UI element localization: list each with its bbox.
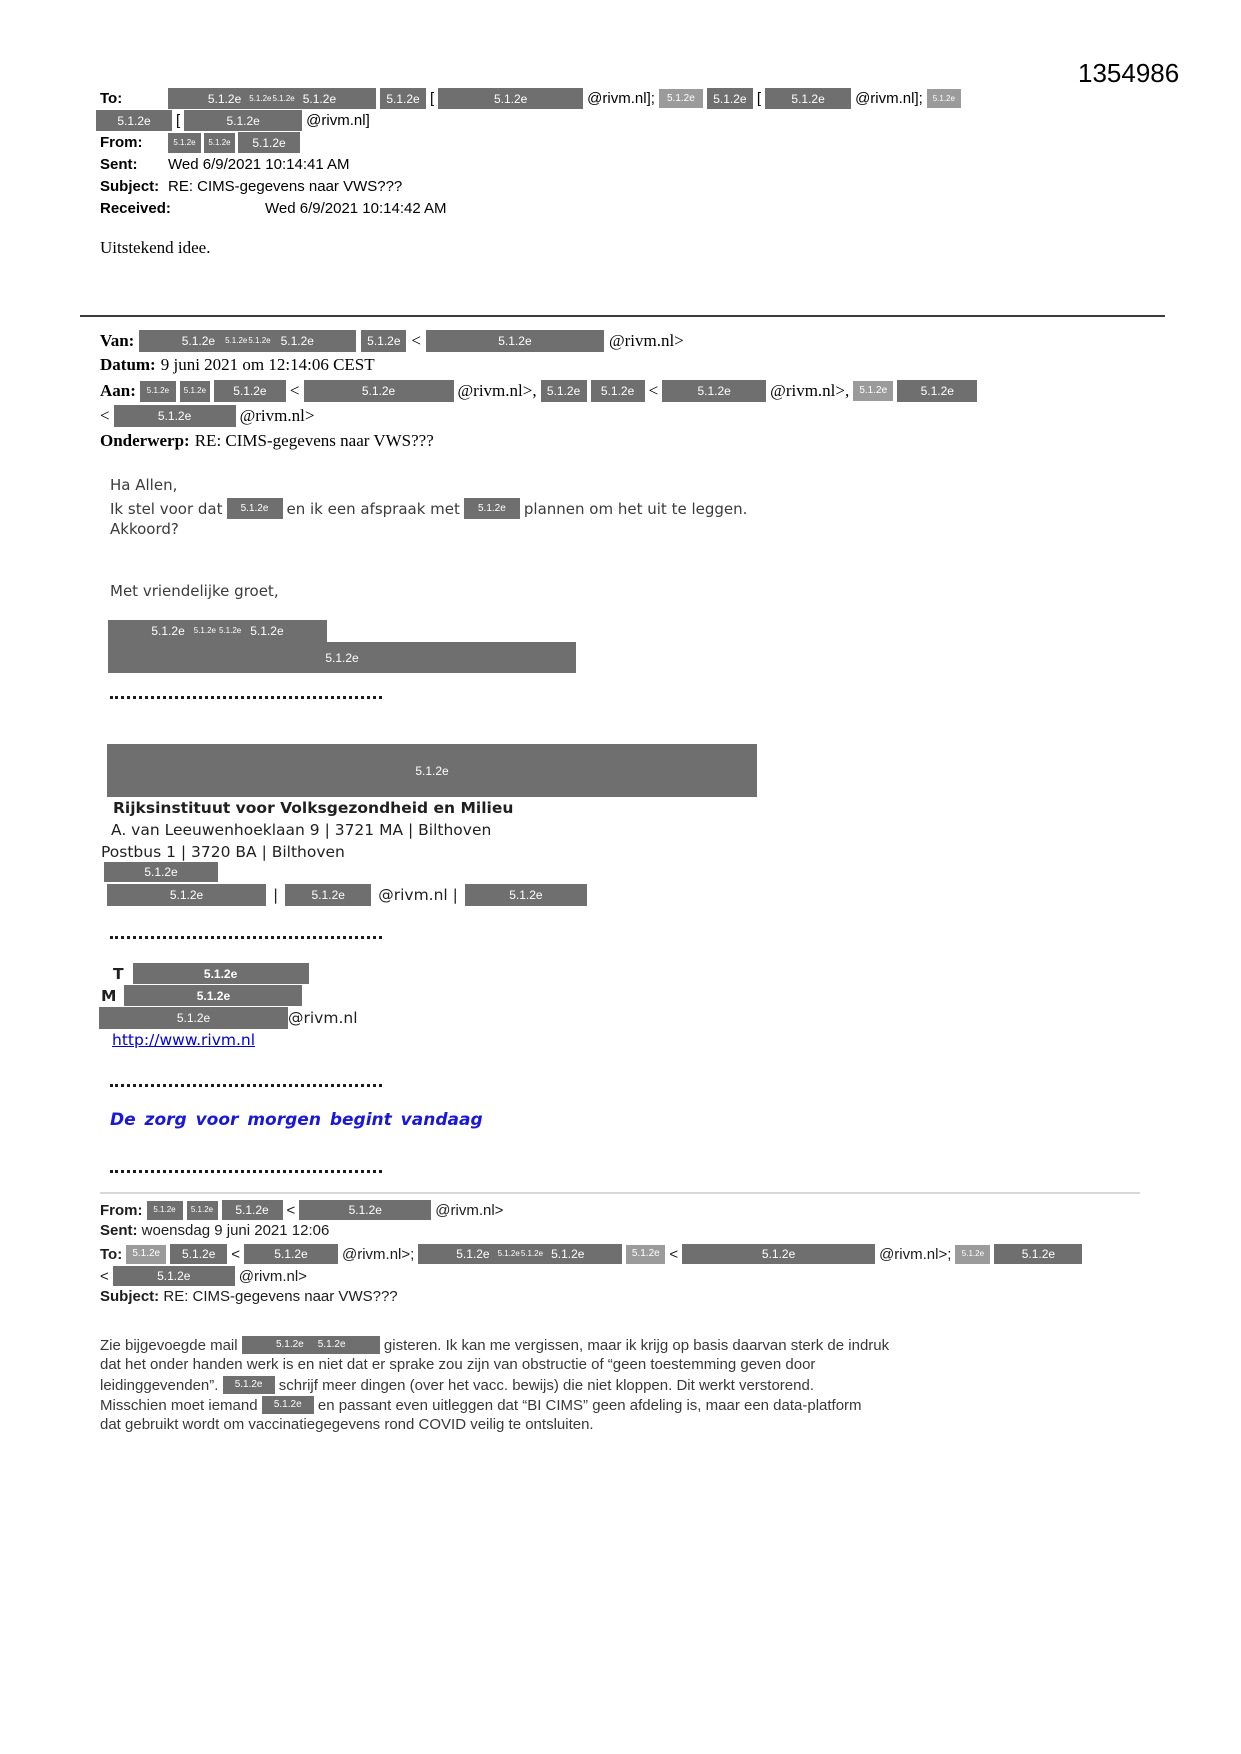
redaction-box: 5.1.2e 5.1.2e	[242, 1336, 380, 1354]
van-line	[100, 330, 684, 352]
email-domain: @rivm.nl>	[608, 331, 684, 350]
org-name: Rijksinstituut voor Volksgezondheid en Milieu	[113, 799, 514, 817]
redaction-box: 5.1.2e	[682, 1244, 875, 1264]
signature-contact-row	[107, 884, 587, 906]
onderwerp-value: RE: CIMS-gegevens naar VWS???	[194, 431, 434, 450]
email-domain: @rivm.nl];	[855, 90, 923, 107]
subject-value: RE: CIMS-gegevens naar VWS???	[168, 178, 403, 195]
received-value: Wed 6/9/2021 10:14:42 AM	[265, 200, 447, 217]
redaction-box: 5.1.2e	[184, 110, 302, 131]
email-domain: @rivm.nl>	[238, 1267, 307, 1285]
redaction-box: 5.1.2e 5.1.2e 5.1.2e 5.1.2e	[108, 620, 327, 642]
redaction-box: 5.1.2e	[107, 744, 757, 797]
para-line-5	[100, 1416, 594, 1433]
sent-label: Sent:	[100, 156, 138, 173]
signature-dept-row	[104, 862, 218, 882]
body-text: Zie bijgevoegde mail	[100, 1336, 242, 1354]
dotted-separator	[110, 1170, 382, 1173]
to-line-1	[168, 88, 961, 109]
redaction-box: 5.1.2e	[227, 498, 283, 519]
redaction-box: 5.1.2e	[262, 1396, 314, 1414]
aan-line-1	[100, 380, 977, 402]
lt: <	[286, 1201, 296, 1219]
redaction-box: 5.1.2e	[214, 380, 286, 402]
m-label: M	[101, 986, 117, 1005]
redaction-box: 5.1.2e	[707, 88, 753, 109]
from-line	[168, 132, 300, 153]
email-domain: @rivm.nl>,	[457, 381, 537, 400]
email-row	[99, 1007, 358, 1029]
redaction-box: 5.1.2e	[626, 1245, 665, 1264]
bracket: [	[756, 90, 762, 107]
redaction-box: 5.1.2e 5.1.2e 5.1.2e 5.1.2e	[418, 1244, 622, 1264]
redaction-box: 5.1.2e	[222, 1200, 283, 1220]
dotted-separator	[110, 1084, 382, 1087]
mobile-row	[101, 985, 302, 1006]
lt: <	[411, 331, 421, 350]
redaction-box: 5.1.2e	[223, 1376, 275, 1394]
subject-value: RE: CIMS-gegevens naar VWS???	[159, 1288, 398, 1305]
email-domain: @rivm.nl>	[239, 406, 315, 425]
redaction-box: 5.1.2e	[380, 88, 426, 109]
redaction-box: 5.1.2e	[465, 884, 587, 906]
redaction-box: 5.1.2e	[107, 884, 266, 906]
quoted-from-line	[100, 1200, 503, 1220]
redaction-box: 5.1.2e	[955, 1245, 990, 1264]
quoted-sent-line	[100, 1222, 329, 1239]
redaction-box: 5.1.2e	[124, 985, 302, 1006]
redaction-box: 5.1.2e	[897, 380, 977, 402]
para-line-1	[100, 1336, 889, 1354]
org-address: A. van Leeuwenhoeklaan 9 | 3721 MA | Bilthoven	[111, 821, 492, 839]
salutation: Ha Allen,	[110, 476, 178, 494]
aan-label: Aan:	[100, 381, 136, 400]
redaction-box: 5.1.2e	[994, 1244, 1082, 1264]
lt: <	[669, 1245, 679, 1263]
van-label: Van:	[100, 331, 135, 350]
quoted-subject-line	[100, 1288, 398, 1305]
onderwerp-line	[100, 431, 434, 451]
redaction-box: 5.1.2e	[361, 330, 406, 352]
body-line	[110, 498, 747, 519]
body-text: en passant even uitleggen dat “BI CIMS” geen afdeling is, maar een data-platform	[313, 1396, 862, 1414]
to-label: To:	[100, 1245, 123, 1263]
t-label: T	[113, 964, 124, 983]
redaction-box: 5.1.2e	[541, 380, 587, 402]
redaction-box: 5.1.2e	[170, 1244, 227, 1264]
signature-role-row	[108, 642, 576, 673]
website-row	[112, 1031, 255, 1049]
email-domain: @rivm.nl]	[306, 112, 370, 129]
body-text: leidinggevenden”.	[100, 1376, 223, 1394]
redaction-box: 5.1.2e	[285, 884, 371, 906]
para-line-3	[100, 1376, 814, 1394]
quoted-to-line-1	[100, 1244, 1082, 1264]
redaction-box: 5.1.2e	[113, 1266, 235, 1286]
signature-name-row	[108, 620, 327, 642]
body-text: Misschien moet iemand	[100, 1396, 262, 1414]
sent-value: Wed 6/9/2021 10:14:41 AM	[168, 156, 350, 173]
phone-row	[113, 963, 309, 984]
received-label: Received:	[100, 200, 171, 217]
dotted-separator	[110, 936, 382, 939]
para-line-2	[100, 1356, 815, 1373]
lt: <	[100, 406, 110, 425]
lt: <	[231, 1245, 240, 1263]
body-text: gisteren. Ik kan me vergissen, maar ik krijg op basis daarvan sterk de indruk	[379, 1336, 890, 1354]
redaction-box: 5.1.2e	[133, 963, 309, 984]
redaction-box: 5.1.2e	[204, 133, 235, 153]
org-postbus: Postbus 1 | 3720 BA | Bilthoven	[101, 843, 345, 861]
redaction-box: 5.1.2e	[304, 380, 454, 402]
redaction-box: 5.1.2e	[765, 88, 851, 109]
redaction-box: 5.1.2e 5.1.2e 5.1.2e 5.1.2e	[168, 88, 376, 109]
redaction-box: 5.1.2e	[853, 381, 893, 401]
subject-label: Subject:	[100, 1288, 160, 1305]
redaction-box: 5.1.2e	[244, 1244, 338, 1264]
redaction-box: 5.1.2e	[180, 381, 210, 402]
body-text: Ik stel voor dat	[110, 499, 223, 518]
lt: <	[100, 1267, 109, 1285]
quoted-divider	[100, 1192, 1140, 1194]
page-number: 1354986	[1078, 58, 1180, 88]
bracket: [	[430, 90, 435, 107]
from-label: From:	[100, 134, 143, 151]
datum-line	[100, 355, 375, 375]
email-domain: @rivm.nl>;	[879, 1245, 952, 1263]
redaction-box: 5.1.2e	[104, 862, 218, 882]
redaction-box: 5.1.2e	[99, 1007, 288, 1029]
lt: <	[648, 381, 659, 400]
question: Akkoord?	[110, 520, 179, 538]
datum-value: 9 juni 2021 om 12:14:06 CEST	[160, 355, 375, 374]
section-divider	[80, 315, 1165, 317]
redaction-box: 5.1.2e	[238, 132, 300, 153]
redaction-box: 5.1.2e	[299, 1200, 431, 1220]
redaction-box: 5.1.2e	[927, 89, 961, 108]
lt: <	[289, 381, 300, 400]
redaction-box: 5.1.2e	[187, 1201, 218, 1220]
redaction-box: 5.1.2e	[438, 88, 583, 109]
redaction-box: 5.1.2e	[147, 1201, 183, 1220]
bracket: [	[176, 112, 181, 129]
body-text: en ik een afspraak met	[286, 499, 460, 518]
redaction-box: 5.1.2e	[426, 330, 604, 352]
from-label: From:	[100, 1201, 143, 1219]
para-line-4	[100, 1396, 862, 1414]
dotted-separator	[110, 696, 382, 699]
onderwerp-label: Onderwerp:	[100, 431, 190, 450]
email-domain: @rivm.nl |	[378, 886, 458, 904]
redaction-box: 5.1.2e	[96, 110, 172, 131]
pipe: |	[273, 886, 279, 904]
body-text: dat gebruikt wordt om vaccinatiegegevens rond COVID veilig te ontsluiten.	[100, 1416, 594, 1433]
redaction-box: 5.1.2e	[659, 89, 703, 108]
closing: Met vriendelijke groet,	[110, 582, 279, 600]
subject-label: Subject:	[100, 178, 160, 195]
redaction-box: 5.1.2e	[168, 133, 201, 153]
aan-line-2	[100, 405, 314, 427]
intro-line: Uitstekend idee.	[100, 238, 211, 257]
body-text: dat het onder handen werk is en niet dat er sprake zou zijn van obstructie of “geen toestemming geven door	[100, 1356, 816, 1373]
redaction-box: 5.1.2e 5.1.2e 5.1.2e 5.1.2e	[139, 330, 356, 352]
redaction-box: 5.1.2e	[662, 380, 766, 402]
email-domain: @rivm.nl];	[587, 90, 655, 107]
to-label: To:	[100, 90, 123, 107]
to-line-2	[96, 110, 370, 131]
datum-label: Datum:	[100, 355, 156, 374]
redaction-box: 5.1.2e	[591, 380, 645, 402]
redaction-box: 5.1.2e	[108, 642, 576, 673]
signature-banner-row	[107, 744, 757, 797]
website-link[interactable]: http://www.rivm.nl	[112, 1031, 256, 1049]
email-domain: @rivm.nl>,	[770, 381, 850, 400]
slogan: De zorg voor morgen begint vandaag	[110, 1110, 483, 1130]
sent-label: Sent:	[100, 1222, 138, 1239]
sent-value: woensdag 9 juni 2021 12:06	[137, 1222, 330, 1239]
redaction-box: 5.1.2e	[464, 498, 520, 519]
body-text: schrijf meer dingen (over het vacc. bewijs) die niet kloppen. Dit werkt verstorend.	[274, 1376, 814, 1394]
redaction-box: 5.1.2e	[140, 381, 176, 402]
email-domain: @rivm.nl	[288, 1009, 358, 1027]
email-domain: @rivm.nl>	[435, 1201, 504, 1219]
body-text: plannen om het uit te leggen.	[523, 499, 748, 518]
redaction-box: 5.1.2e	[114, 405, 236, 427]
redaction-box: 5.1.2e	[126, 1245, 166, 1264]
email-domain: @rivm.nl>;	[341, 1245, 415, 1263]
quoted-to-line-2	[100, 1266, 307, 1286]
